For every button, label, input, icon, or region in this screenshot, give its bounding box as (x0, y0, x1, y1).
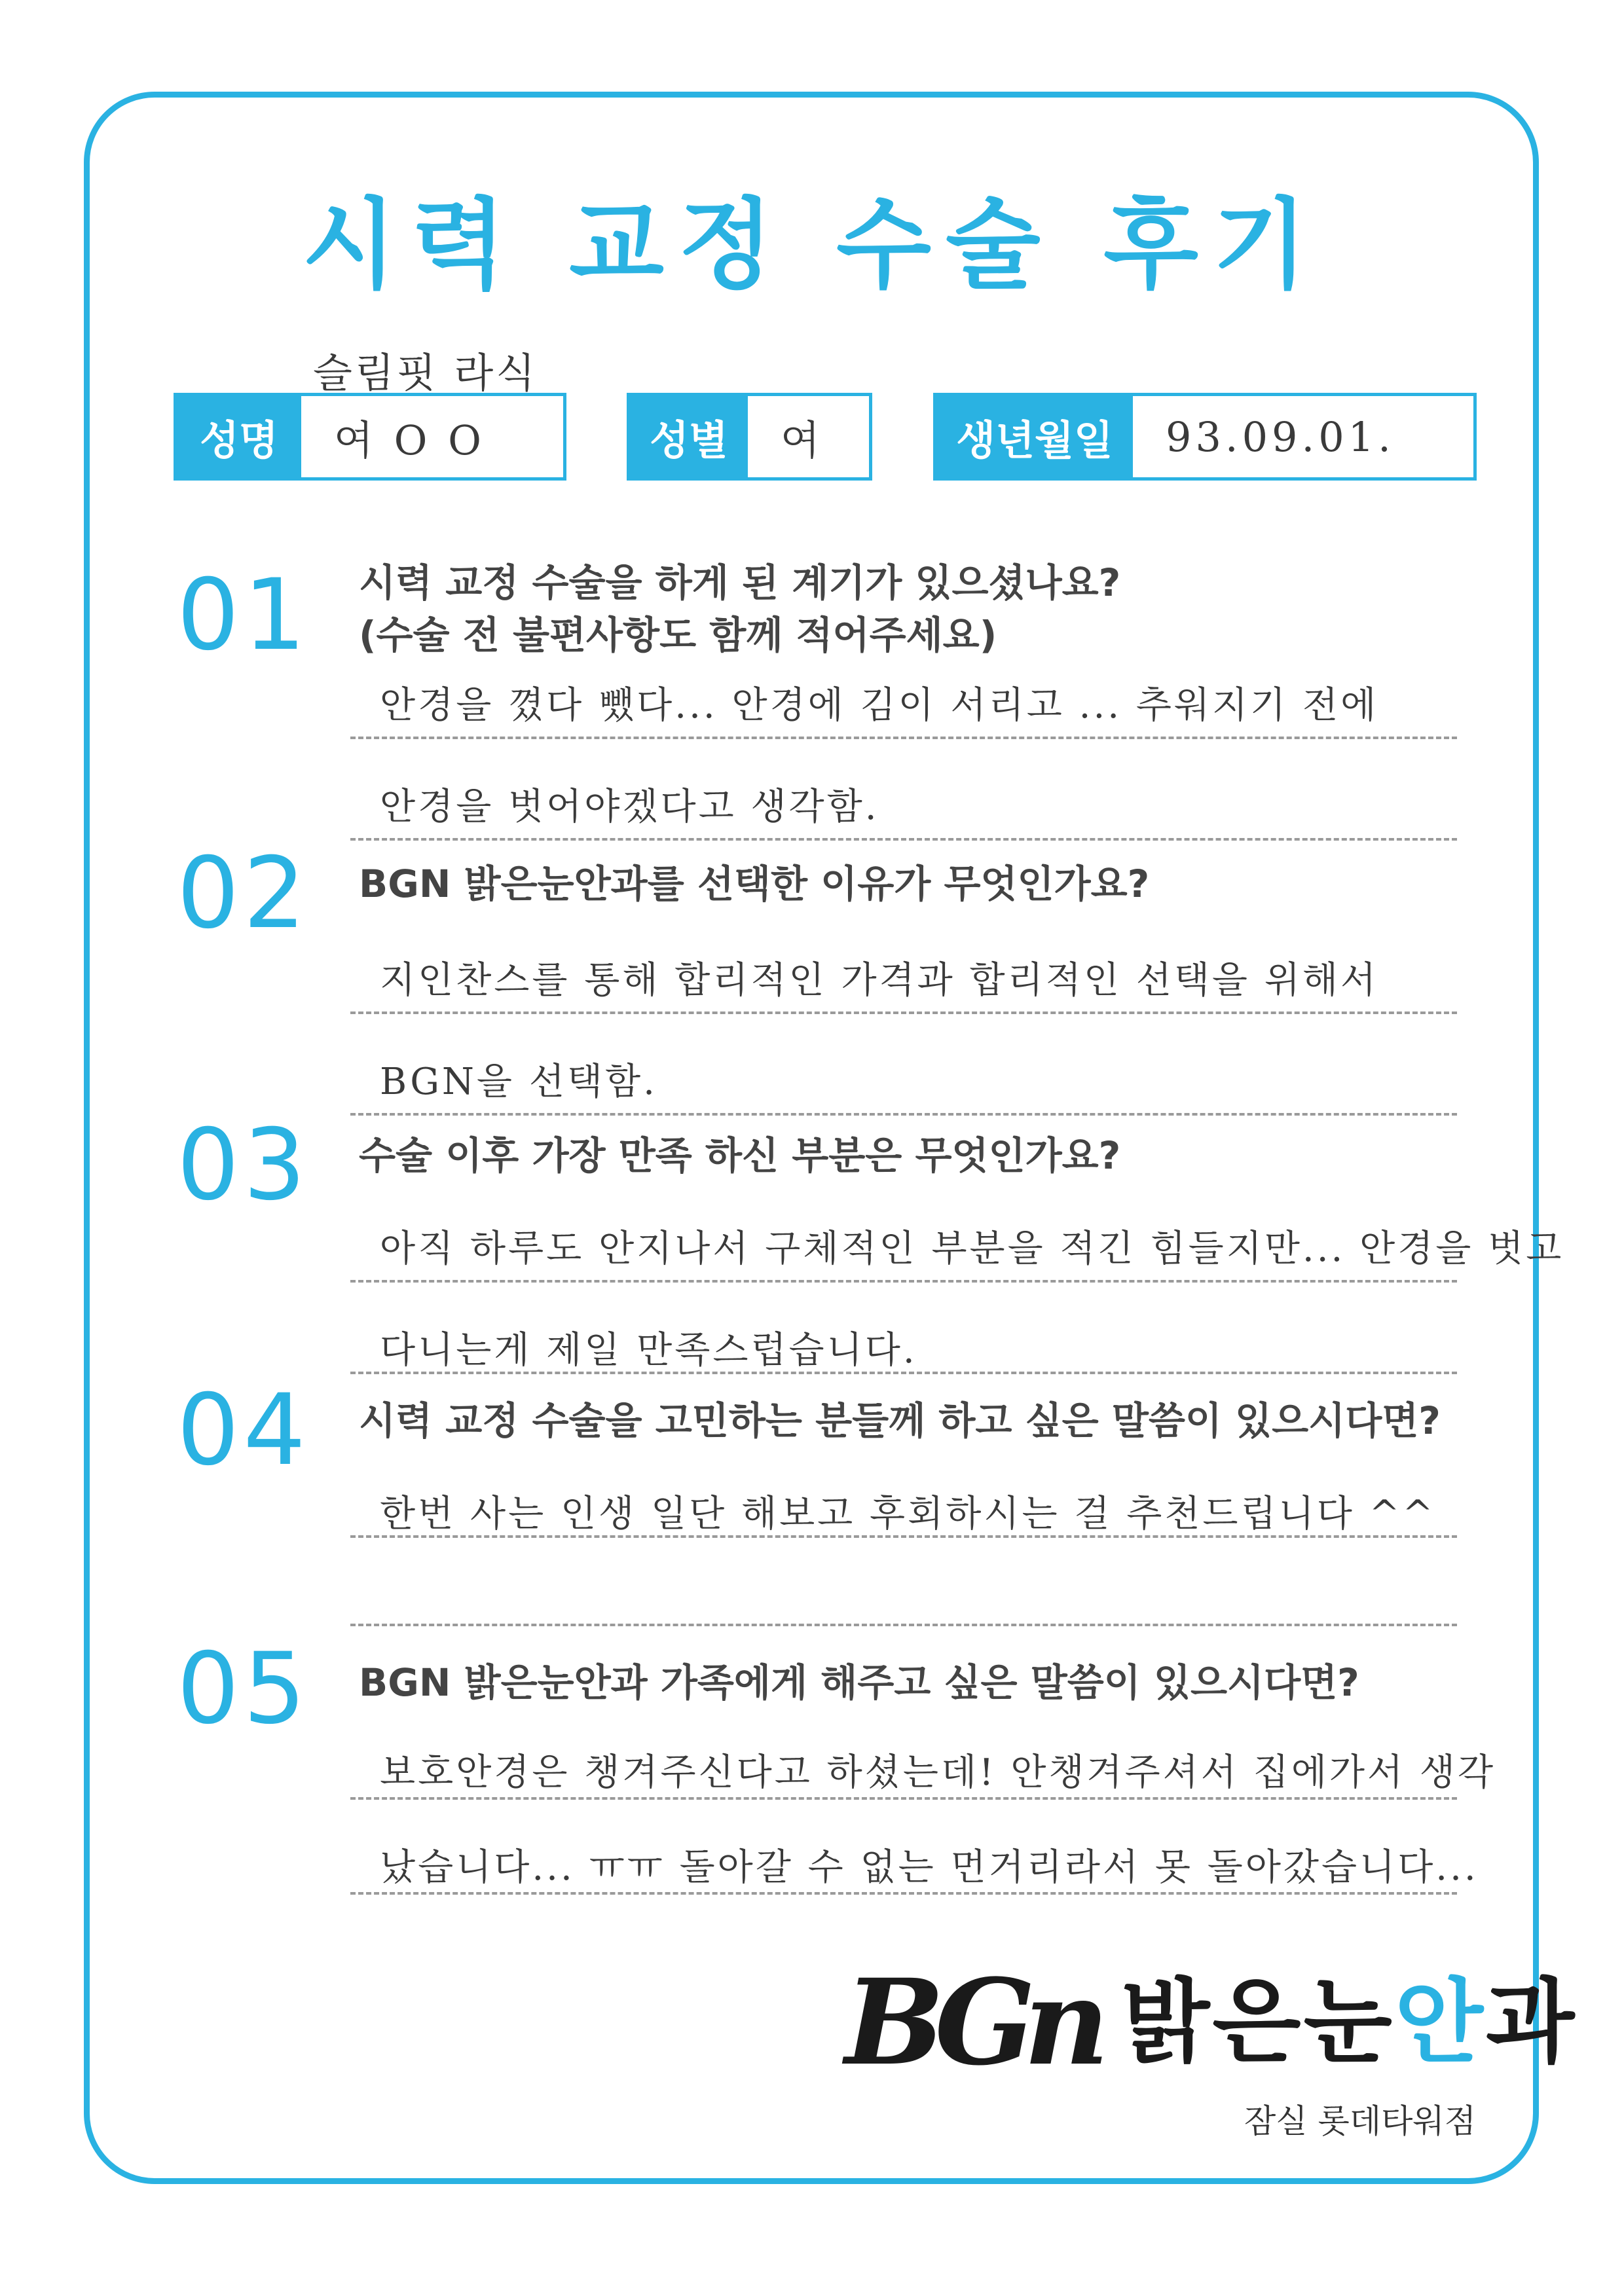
dob-value: 93.09.01. (1166, 412, 1395, 461)
answer-01-rule-2 (350, 838, 1457, 841)
answer-02-rule-1 (350, 1011, 1457, 1014)
clinic-name-part-1: 밝은눈 (1121, 1969, 1395, 2076)
name-value: 여 O O (334, 416, 485, 464)
answer-03-rule-1 (350, 1280, 1457, 1283)
question-number-01: 01 (177, 558, 310, 672)
question-01-text (359, 556, 1120, 661)
question-03-line-1: 수술 이후 가장 만족 하신 부분은 무엇인가요? (359, 1133, 1121, 1178)
question-number-05: 05 (177, 1632, 310, 1746)
answer-02-line-1: 지인찬스를 통해 합리적인 가격과 합리적인 선택을 위해서 (380, 959, 1379, 1002)
question-05-line-1: BGN 밝은눈안과 가족에게 해주고 싶은 말씀이 있으시다면? (359, 1660, 1359, 1705)
question-number-04: 04 (177, 1374, 310, 1487)
answer-05-line-2: 났습니다... ㅠㅠ 돌아갈 수 없는 먼거리라서 못 돌아갔습니다... (380, 1846, 1479, 1889)
page-title: 시력 교정 수술 후기 (302, 189, 1322, 302)
question-03-text (359, 1129, 1120, 1182)
question-02-line-1: BGN 밝은눈안과를 선택한 이유가 무엇인가요? (359, 862, 1150, 906)
answer-01-line-1: 안경을 꼈다 뺐다... 안경에 김이 서리고 ... 추워지기 전에 (380, 684, 1379, 727)
dob-field (933, 393, 1477, 481)
answer-01-line-2: 안경을 벗어야겠다고 생각함. (380, 786, 879, 828)
question-02-text (359, 858, 1149, 910)
question-01-line-2: (수술 전 불편사항도 함께 적어주세요) (359, 613, 997, 657)
answer-03-line-1: 아직 하루도 안지나서 구체적인 부분을 적긴 힘들지만... 안경을 벗고 (380, 1228, 1564, 1270)
answer-02-line-2: BGN을 선택함. (380, 1061, 657, 1103)
question-05-text (359, 1656, 1359, 1709)
branch-name: 잠실 롯데타워점 (1244, 2102, 1476, 2140)
answer-04-rule-2 (350, 1624, 1457, 1626)
clinic-name-accent: 안 (1394, 1969, 1486, 2076)
answer-05-line-1: 보호안경은 챙겨주신다고 하셨는데! 안챙겨주셔서 집에가서 생각 (380, 1751, 1496, 1794)
answer-04-line-1: 한번 사는 인생 일단 해보고 후회하시는 걸 추천드립니다 ^^ (380, 1493, 1436, 1535)
question-04-text (359, 1394, 1441, 1447)
name-field (174, 393, 566, 481)
answer-03-rule-2 (350, 1372, 1457, 1374)
bgn-logo (845, 1954, 1578, 2092)
answer-04-rule-1 (350, 1535, 1457, 1538)
question-number-03: 03 (177, 1108, 310, 1222)
sex-label: 성별 (630, 396, 748, 477)
bgn-logo-mark: BGn (845, 1954, 1098, 2092)
dob-label: 생년월일 (936, 396, 1133, 477)
clinic-name-part-2: 과 (1486, 1969, 1578, 2076)
sex-value: 여 (781, 416, 824, 464)
answer-03-line-2: 다니는게 제일 만족스럽습니다. (380, 1329, 917, 1372)
question-number-02: 02 (177, 837, 310, 951)
question-04-line-1: 시력 교정 수술을 고민하는 분들께 하고 싶은 말씀이 있으시다면? (359, 1398, 1441, 1443)
answer-01-rule-1 (350, 737, 1457, 739)
answer-05-rule-2 (350, 1892, 1457, 1895)
name-label: 성명 (177, 396, 301, 477)
answer-02-rule-2 (350, 1113, 1457, 1116)
surgery-type-note: 슬림핏 라식 (313, 349, 538, 397)
sex-field (627, 393, 872, 481)
question-01-line-1: 시력 교정 수술을 하게 된 계기가 있으셨나요? (359, 560, 1121, 605)
answer-05-rule-1 (350, 1797, 1457, 1800)
clinic-name (1121, 1969, 1578, 2076)
